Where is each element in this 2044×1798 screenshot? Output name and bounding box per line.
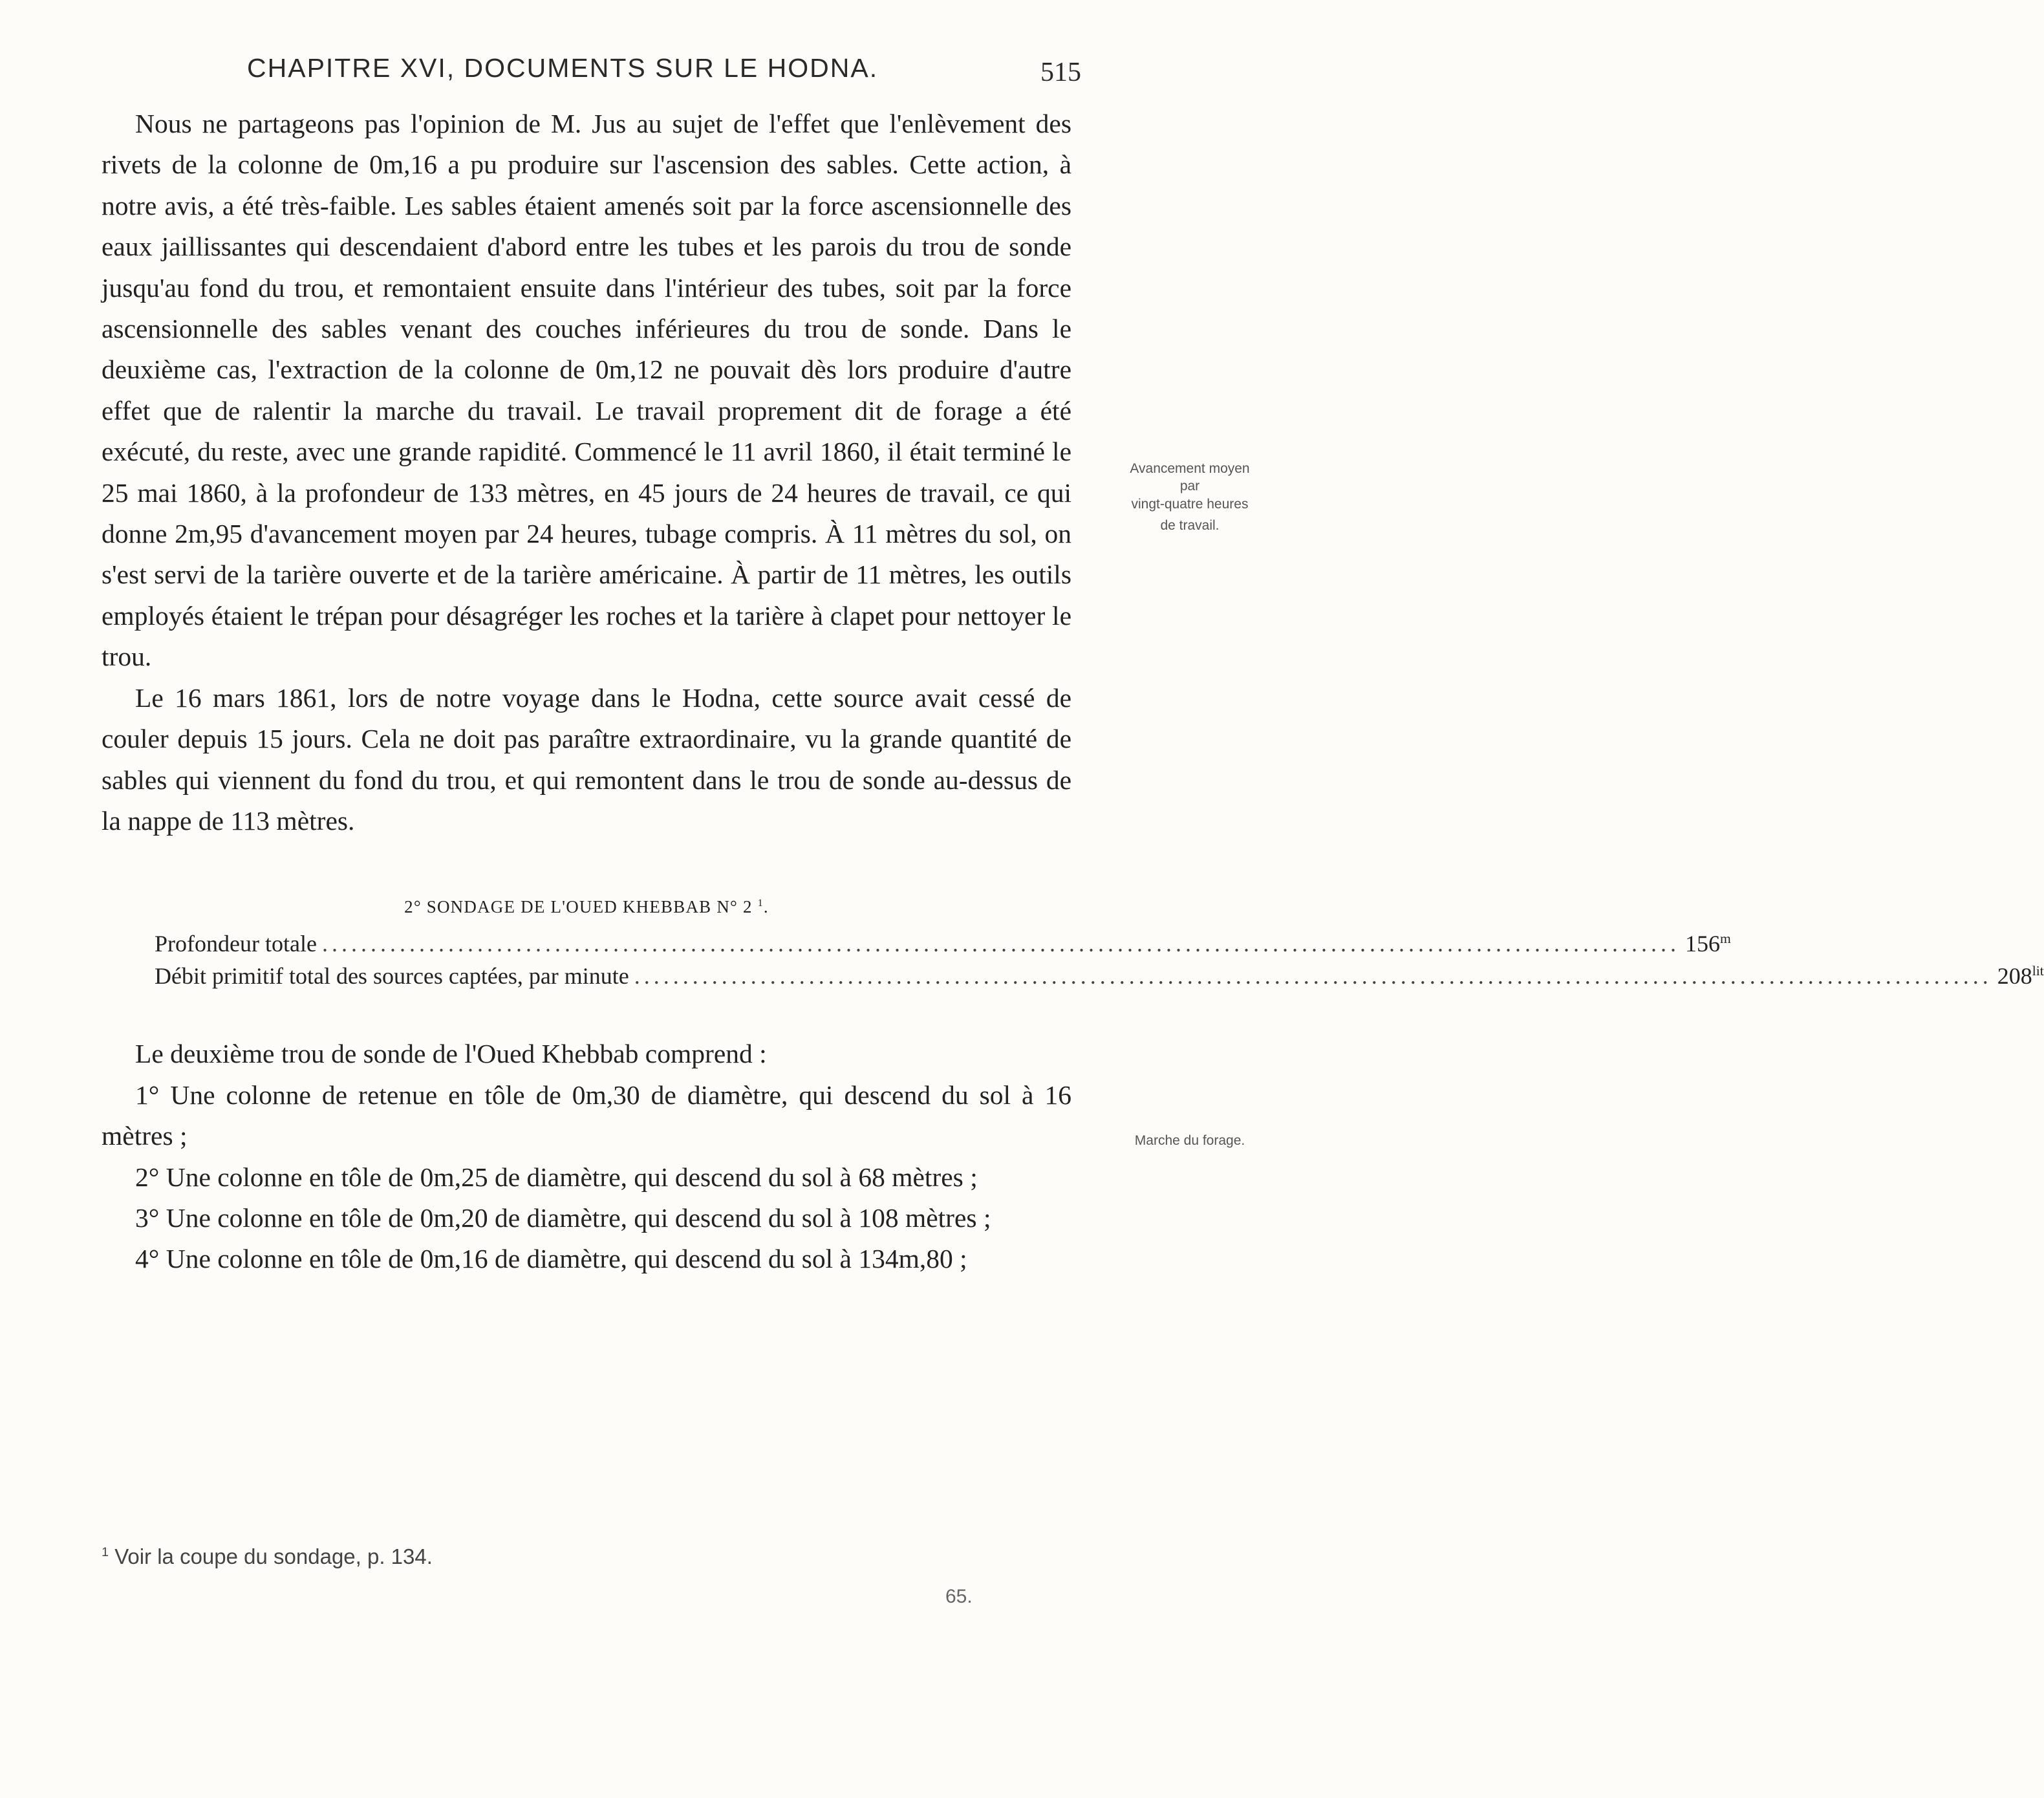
list-item: 3° Une colonne en tôle de 0m,20 de diamètre, qui descend du sol à 108 mètres ; <box>135 1202 991 1233</box>
data-row <box>155 930 1731 962</box>
list-item: 1° Une colonne de retenue en tôle de 0m,30 de diamètre, qui descend du sol à 16 mètres ; <box>102 1079 1071 1151</box>
data-row-value <box>1997 962 2044 990</box>
paragraph-1: Nous ne partageons pas l'opinion de M. Jus au sujet de l'effet que l'enlèvement des rivets de la colonne de 0m,16 a pu produire sur l'ascension des sables. Cette action, à notre avis, a été très-faible. Les sables étaient amenés soit par la force ascensionnelle des eaux jaillissantes qui descendaient d'abord entre les tubes et les parois du trou de sonde jusqu'au fond du trou, et remontaient ensuite dans l'intérieur des tubes, soit par la force ascensionnelle des sables venant des couches inférieures du trou de sonde. Dans le deuxième cas, l'extraction de la colonne de 0m,12 ne pouvait dès lors produire d'autre effet que de ralentir la marche du travail. Le travail proprement dit de forage a été exécuté, du reste, avec une grande rapidité. Commencé le 11 avril 1860, il était terminé le 25 mai 1860, à la profondeur de 133 mètres, en 45 jours de 24 heures de travail, ce qui donne 2m,95 d'avancement moyen par 24 heures, tubage compris. À 11 mètres du sol, on s'est servi de la tarière ouverte et de la tarière américaine. À partir de 11 mètres, les outils employés étaient le trépan pour désagréger les roches et la tarière à clapet pour nettoyer le trou. <box>102 109 1071 672</box>
data-row-number: 208 <box>1997 963 2032 990</box>
data-row-unit: m <box>1719 931 1731 947</box>
margin-note-line: de travail. <box>1160 518 1220 533</box>
dot-leader: ............................................................................................................................................ <box>321 931 1680 957</box>
footnote-text: Voir la coupe du sondage, p. 134. <box>114 1544 433 1568</box>
paragraph-3: Le deuxième trou de sonde de l'Oued Khebbab comprend : <box>135 1039 767 1069</box>
margin-note-advancement <box>1096 458 1284 536</box>
paragraph-2: Le 16 mars 1861, lors de notre voyage dans le Hodna, cette source avait cessé de couler depuis 15 jours. Cela ne doit pas paraître extraordinaire, vu la grande quantité de sables qui viennent du fond du trou, et qui remontent dans le trou de sonde au-dessus de la nappe de 113 mètres. <box>102 682 1071 836</box>
running-header <box>247 53 1081 98</box>
footnote <box>102 1544 433 1569</box>
signature-mark: 65. <box>945 1586 973 1607</box>
margin-note-line: Marche du forage. <box>1134 1133 1245 1148</box>
data-row <box>155 962 2044 995</box>
margin-note-drilling <box>1093 1130 1287 1151</box>
data-row-unit: lit <box>2032 963 2044 979</box>
list-item: 4° Une colonne en tôle de 0m,16 de diamètre, qui descend du sol à 134m,80 ; <box>135 1244 967 1274</box>
dot-leader: ............................................................................................................................................ <box>634 963 1992 990</box>
sounding-data-list <box>102 930 2044 995</box>
data-row-label: Profondeur totale <box>155 931 317 957</box>
section-title <box>102 897 1071 917</box>
footnote-ref: 1 <box>757 897 764 909</box>
footnote-marker: 1 <box>102 1545 109 1559</box>
margin-note-line: vingt-quatre heures <box>1131 497 1249 512</box>
section-title-period: . <box>763 897 769 917</box>
data-row-value <box>1685 930 1731 957</box>
chapter-title: CHAPITRE XVI, DOCUMENTS SUR LE HODNA. <box>247 53 879 83</box>
margin-note-line: par <box>1179 479 1200 493</box>
list-item: 2° Une colonne en tôle de 0m,25 de diamètre, qui descend du sol à 68 mètres ; <box>135 1162 978 1192</box>
margin-note-line: Avancement moyen <box>1130 461 1250 476</box>
data-row-label: Débit primitif total des sources captées, par minute <box>155 963 629 990</box>
page-number: 515 <box>1040 58 1081 87</box>
data-row-number: 156 <box>1684 931 1720 957</box>
section-title-text: 2° SONDAGE DE L'OUED KHEBBAB N° 2 <box>404 897 753 917</box>
